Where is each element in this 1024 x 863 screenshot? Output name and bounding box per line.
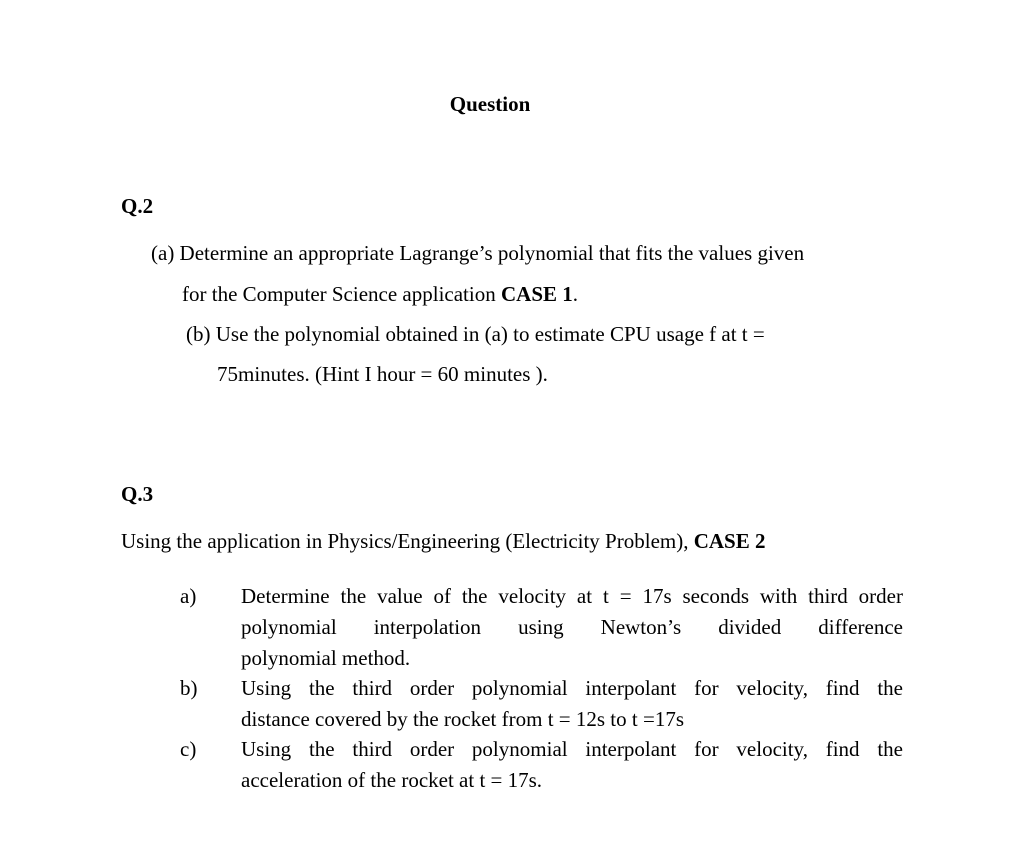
q2-part-a-text: for the Computer Science application <box>182 282 501 306</box>
q3-item-b-line-2: distance covered by the rocket from t = 12s to t =17s <box>241 707 684 731</box>
case-2-reference: CASE 2 <box>693 529 766 553</box>
q3-item-c-line-2: acceleration of the rocket at t = 17s. <box>241 768 543 792</box>
q3-item-a-marker: a) <box>180 584 197 608</box>
question-3-label: Q.3 <box>121 482 154 506</box>
q2-part-b-line-1: (b) Use the polynomial obtained in (a) to estimate CPU usage f at t = <box>186 322 765 346</box>
q3-item-a-line-3: polynomial method. <box>241 646 411 670</box>
q2-part-a-period: . <box>572 282 579 306</box>
question-2-label: Q.2 <box>121 194 154 218</box>
q3-intro <box>121 529 766 554</box>
q2-part-a-line-1: (a) Determine an appropriate Lagrange’s polynomial that fits the values given <box>151 241 805 265</box>
q3-item-a-line-1: Determine the value of the velocity at t = 17s seconds with third order <box>241 584 903 608</box>
q2-part-b-line-2: 75minutes. (Hint I hour = 60 minutes ). <box>217 362 548 386</box>
q3-item-c-marker: c) <box>180 737 197 761</box>
page-title: Question <box>449 92 531 116</box>
q3-item-a-line-2: polynomial interpolation using Newton’s divided difference <box>241 615 903 639</box>
q3-item-c-line-1: Using the third order polynomial interpolant for velocity, find the <box>241 737 903 761</box>
q3-intro-text: Using the application in Physics/Engineering (Electricity Problem), <box>121 529 694 553</box>
q3-item-b-line-1: Using the third order polynomial interpolant for velocity, find the <box>241 676 903 700</box>
q2-part-a-line-2 <box>182 282 578 307</box>
q3-item-b-marker: b) <box>180 676 198 700</box>
case-1-reference: CASE 1 <box>500 282 573 306</box>
